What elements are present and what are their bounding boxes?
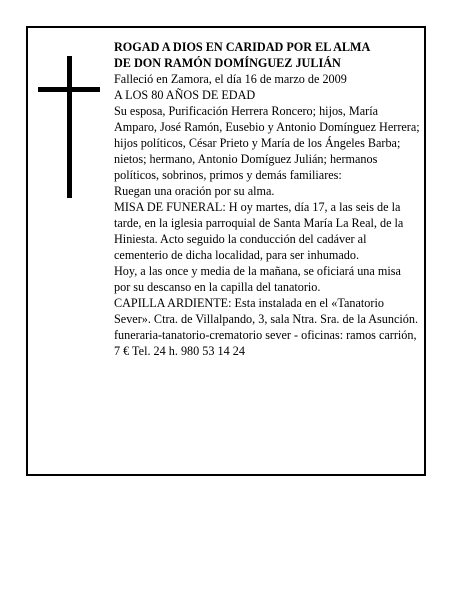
heading-line-1: ROGAD A DIOS EN CARIDAD POR EL ALMA [114,40,371,54]
cross-horizontal-bar [38,87,100,92]
obituary-card [26,26,426,476]
cross-vertical-bar [67,56,72,198]
death-notice: Falleció en Zamora, el día 16 de marzo de 2009 [114,72,347,86]
funeral-mass-paragraph: MISA DE FUNERAL: H oy martes, día 17, a las seis de la tarde, en la iglesia parroquial de Santa María La Real, de la Hiniesta. Acto seguido la conducción del cadáver al cementerio de dicha localidad, para ser inhumado. [114,200,404,262]
funeral-home-paragraph: funeraria-tanatorio-crematorio sever - oficinas: ramos carrión, 7 € Tel. 24 h. 980 53 14 24 [114,328,417,358]
chapel-mass-paragraph: Hoy, a las once y media de la mañana, se oficiará una misa por su descanso en la capilla del tanatorio. [114,264,401,294]
heading-line-2: DE DON RAMÓN DOMÍNGUEZ JULIÁN [114,56,341,70]
prayer-request: Ruegan una oración por su alma. [114,184,275,198]
age-line: A LOS 80 AÑOS DE EDAD [114,88,256,102]
obituary-text [114,39,420,359]
chapel-paragraph: CAPILLA ARDIENTE: Esta instalada en el «Tanatorio Sever». Ctra. de Villalpando, 3, sala Ntra. Sra. de la Asunción. [114,296,418,326]
family-paragraph: Su esposa, Purificación Herrera Roncero; hijos, María Amparo, José Ramón, Eusebio y Antonio Domínguez Herrera; hijos políticos, César Prieto y María de los Ángeles Barba; nietos; hermano, Antonio Domíguez Julián; hermanos políticos, sobrinos, primos y demás familiares: [114,104,420,182]
